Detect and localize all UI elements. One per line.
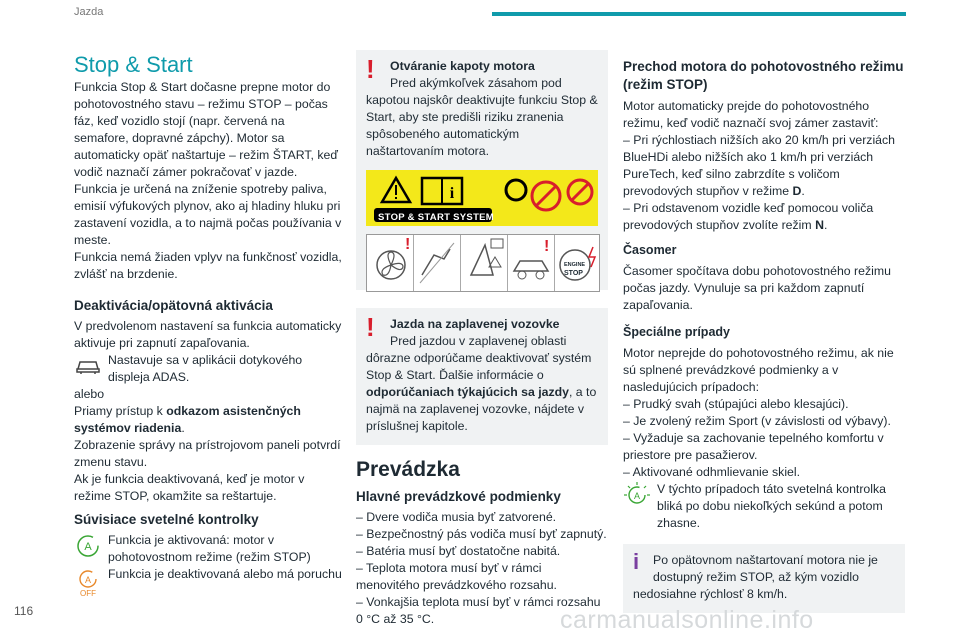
condition-item: – Vonkajšia teplota musí byť v rámci rozsahu 0 °C až 35 °C. (356, 595, 601, 626)
svg-text:!: ! (405, 236, 411, 253)
car-icon (74, 352, 102, 380)
intro-paragraph-2: Funkcia je určená na zníženie spotreby paliva, emisií výfukových plynov, ako aj hladiny hluku pri zastavení vozidla, a to najmä počas používania v meste. (74, 182, 342, 247)
heading-operation: Prevádzka (356, 458, 460, 481)
stop-condition-1: – Pri rýchlostiach nižších ako 20 km/h pri verziách BlueHDi alebo nižších ako 1 km/h pri verziách PureTech, keď silno zabrzdíte s voličom prevodových stupňov v režime D. (623, 133, 896, 198)
deactivation-text: V predvolenom nastavení sa funkcia automaticky aktivuje pri zapnutí zapaľovania. (74, 319, 342, 350)
deact-note: Ak je funkcia deaktivovaná, keď je motor v režime STOP, okamžite sa reštartuje. (74, 472, 305, 503)
heading-deactivation: Deaktivácia/opätovná aktivácia (74, 298, 273, 313)
car-setting-item (74, 352, 342, 386)
heading-stop-mode: Prechod motora do pohotovostného režimu (režim STOP) (623, 59, 904, 92)
light-off-item (74, 566, 342, 600)
special-item: – Aktivované odhmlievanie skiel. (623, 465, 801, 479)
direct-access-text: Priamy prístup k odkazom asistenčných systémov riadenia. (74, 404, 301, 435)
header-accent-bar (492, 12, 906, 16)
special-item: – Prudký svah (stúpajúci alebo klesajúci). (623, 397, 849, 411)
column-middle (356, 50, 608, 628)
warning-flooded-text: Pred jazdou v zaplavenej oblasti dôrazne odporúčame deaktivovať systém Stop & Start. Ďalšie informácie o odporúčaniach týkajúcich sa jazdy, a to najmä na zaplavenej vozovke, nájdete v príslušnej kapitole. (366, 334, 597, 433)
sticker-label: STOP & START SYSTEM (378, 212, 495, 223)
blink-item (623, 481, 905, 532)
svg-text:A: A (84, 541, 92, 553)
light-on-text: Funkcia je aktivovaná: motor v pohotovostnom režime (režim STOP) (108, 533, 311, 564)
section-header: Jazda (74, 6, 104, 18)
svg-text:A: A (84, 574, 92, 585)
stop-intro: Motor automaticky prejde do pohotovostného režimu, keď vodič naznačí svoj zámer zastaviť: (623, 99, 879, 130)
page-number: 116 (14, 604, 34, 618)
intro-paragraph: Funkcia Stop & Start dočasne prepne motor do pohotovostného stavu – režimu STOP – počas fáz, keď vozidlo stojí (napr. červená na semafore, dopravné zápchy). Motor sa automaticky opäť naštartuje – režim ŠTART, keď vodič naznačí zámer pokračovať v jazde. (74, 80, 338, 179)
stop-start-off-icon (74, 566, 102, 600)
warning-flooded-title: Jazda na zaplavenej vozovke (390, 317, 560, 331)
watermark: carmanualsonline.info (560, 606, 814, 634)
car-battery-pictogram (508, 235, 555, 291)
intro-paragraph-3: Funkcia nemá žiaden vplyv na funkčnosť vozidla, zvlášť na brzdenie. (74, 250, 342, 281)
engine-label: ENGINE (564, 262, 586, 268)
svg-text:i: i (449, 185, 455, 202)
off-label: OFF (80, 588, 96, 598)
section-title: Stop & Start (74, 52, 193, 77)
heading-special-cases: Špeciálne prípady (623, 325, 730, 339)
engine-stop-sticker (366, 234, 600, 292)
condition-item: – Dvere vodiča musia byť zatvorené. (356, 510, 557, 524)
condition-item: – Batéria musí byť dostatočne nabitá. (356, 544, 561, 558)
special-intro: Motor neprejde do pohotovostného režimu, ak nie sú splnené prevádzkové podmienky a v nasledujúcich prípadoch: (623, 346, 894, 394)
engine-stop-pictogram (555, 235, 601, 291)
warning-exclamation-icon: ! (366, 54, 375, 84)
warning-hood-text: Pred akýmkoľvek zásahom pod kapotou najskôr deaktivujte funkciu Stop & Start, aby ste predišli riziku zranenia spôsobeného automatickým naštartovaním motora. (366, 76, 598, 158)
info-box (623, 544, 905, 613)
condition-item: – Teplota motora musí byť v rámci menovitého prevádzkového rozsahu. (356, 561, 557, 592)
warning-exclamation-icon: ! (366, 312, 375, 342)
manual-pictogram (461, 235, 508, 291)
hand-pictogram (414, 235, 461, 291)
blink-text: V týchto prípadoch táto svetelná kontrolka bliká po dobu niekoľkých sekúnd a potom zhasne. (657, 482, 886, 530)
heading-main-conditions: Hlavné prevádzkové podmienky (356, 489, 561, 504)
heading-timer: Časomer (623, 243, 677, 257)
light-on-item (74, 532, 342, 566)
light-off-text: Funkcia je deaktivovaná alebo má poruchu (108, 567, 342, 581)
column-left (74, 50, 342, 600)
warning-box-hood (356, 50, 608, 290)
display-text: Zobrazenie správy na prístrojovom paneli potvrdí zmenu stavu. (74, 438, 341, 469)
info-text: Po opätovnom naštartovaní motora nie je dostupný režim STOP, až kým vozidlo nedosiahne rýchlosť 8 km/h. (633, 553, 878, 601)
stop-condition-2: – Pri odstavenom vozidle keď pomocou voliča prevodových stupňov zvolíte režim N. (623, 201, 874, 232)
or-text: alebo (74, 387, 105, 401)
stop-start-sticker (366, 170, 598, 226)
info-icon: i (633, 549, 640, 574)
heading-warning-lights: Súvisiace svetelné kontrolky (74, 512, 259, 527)
svg-text:!: ! (544, 238, 550, 255)
warning-box-flooded (356, 308, 608, 445)
column-right (623, 50, 905, 613)
stop-start-on-icon (74, 532, 102, 560)
warning-hood-title: Otváranie kapoty motora (390, 59, 535, 73)
stop-start-blink-icon (623, 481, 651, 509)
special-item: – Je zvolený režim Sport (v závislosti od výbavy). (623, 414, 891, 428)
stop-label: STOP (564, 270, 583, 277)
fan-pictogram (367, 235, 414, 291)
condition-item: – Bezpečnostný pás vodiča musí byť zapnutý. (356, 527, 607, 541)
car-setting-text: Nastavuje sa v aplikácii dotykového displeja ADAS. (108, 353, 303, 384)
special-item: – Vyžaduje sa zachovanie tepelného komfortu v priestore pre pasažierov. (623, 431, 884, 462)
timer-text: Časomer spočítava dobu pohotovostného režimu počas jazdy. Vynuluje sa pri každom zapnutí zapaľovania. (623, 264, 891, 312)
svg-text:A: A (633, 491, 641, 501)
